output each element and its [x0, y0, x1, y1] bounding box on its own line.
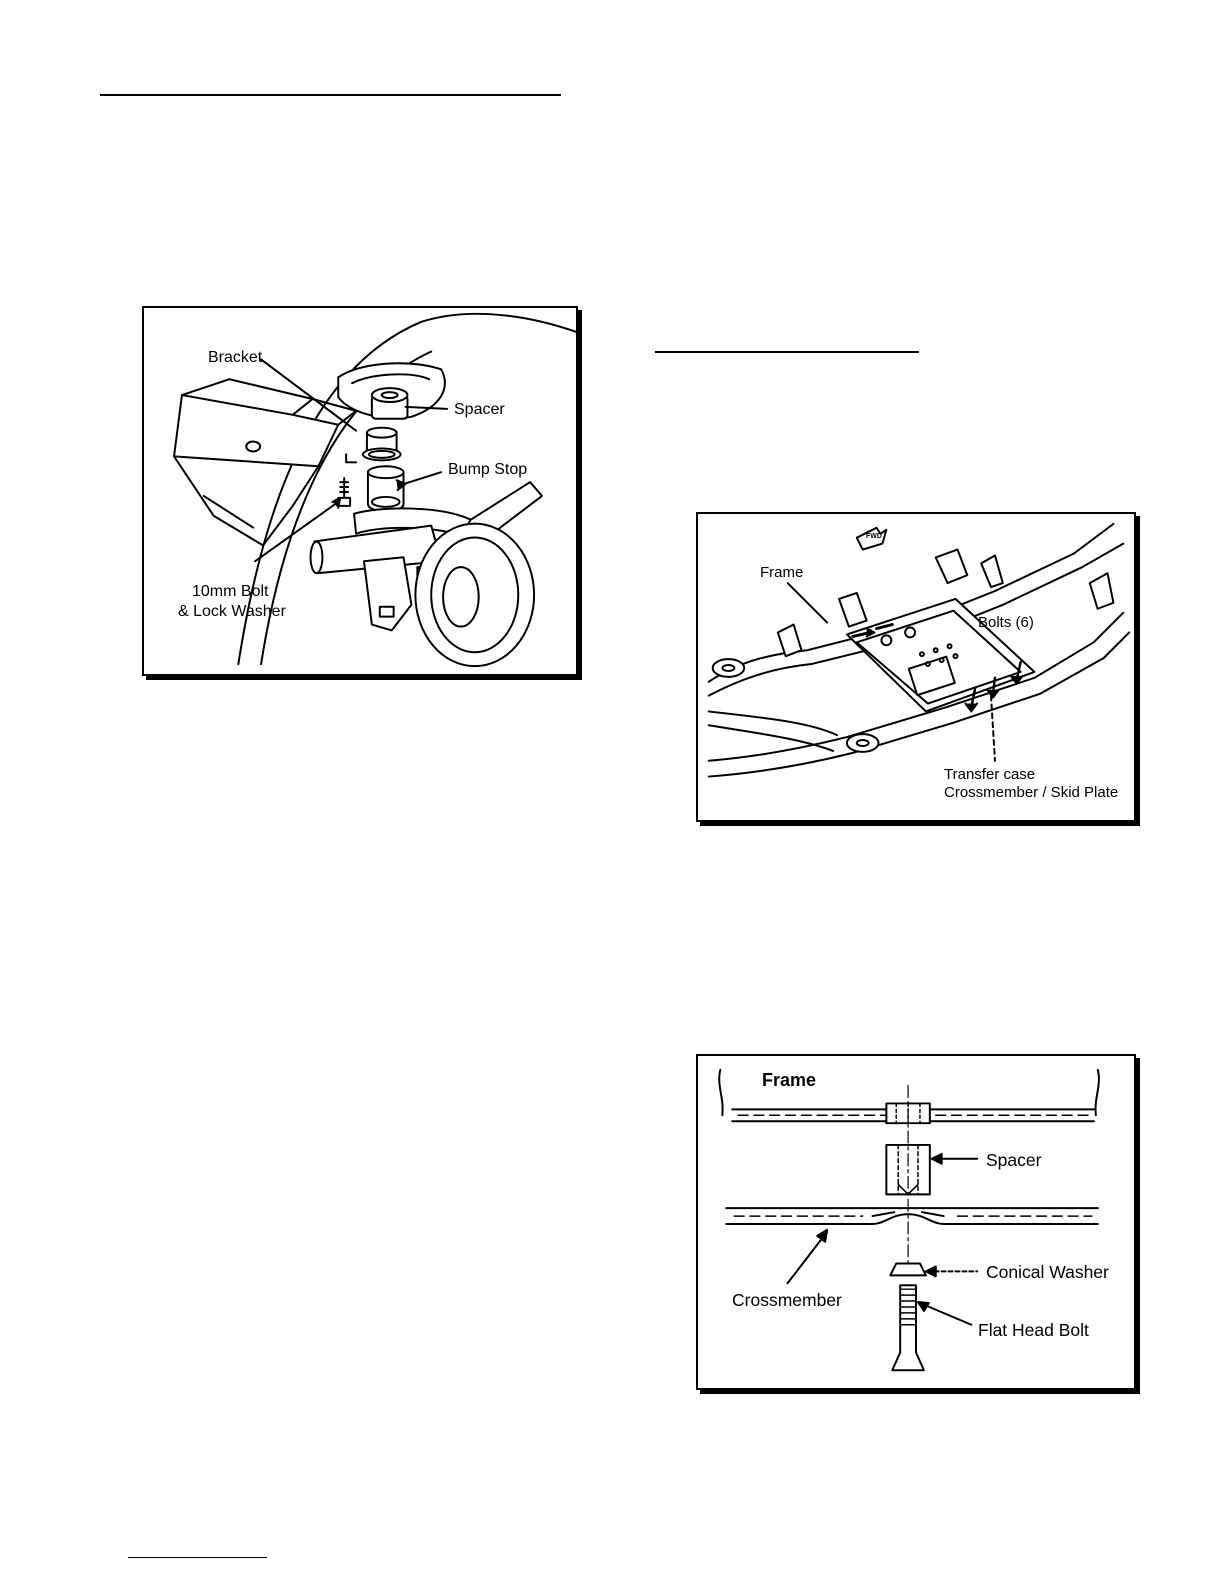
frame-detail-label: Frame: [762, 1070, 817, 1090]
bracket-label: Bracket: [208, 349, 263, 366]
right-heading-rule: [655, 351, 919, 353]
top-left-heading-rule: [100, 94, 561, 96]
flat-head-bolt-label: Flat Head Bolt: [978, 1320, 1089, 1340]
skid-plate-illustration: [698, 514, 1134, 820]
bolt-label-line1: 10mm Bolt: [192, 583, 269, 600]
conical-washer-label: Conical Washer: [986, 1262, 1109, 1282]
bump-stop-label: Bump Stop: [448, 461, 528, 478]
skid-plate-figure: [696, 512, 1136, 822]
crossmember-label: Crossmember: [732, 1290, 842, 1310]
bolts-label: Bolts (6): [978, 614, 1034, 631]
footer-rule: [128, 1557, 267, 1558]
spacer-label: Spacer: [454, 401, 505, 418]
spacer-detail-figure: [696, 1054, 1136, 1390]
transfer-case-label-line1: Transfer case: [944, 766, 1036, 783]
transfer-case-label-line2: Crossmember / Skid Plate: [944, 784, 1119, 801]
frame-label: Frame: [760, 564, 804, 581]
bump-stop-figure: [142, 306, 578, 676]
spacer-detail-label: Spacer: [986, 1150, 1042, 1170]
bolt-label-line2: & Lock Washer: [178, 603, 286, 620]
fwd-badge-label: FWD: [866, 533, 882, 540]
